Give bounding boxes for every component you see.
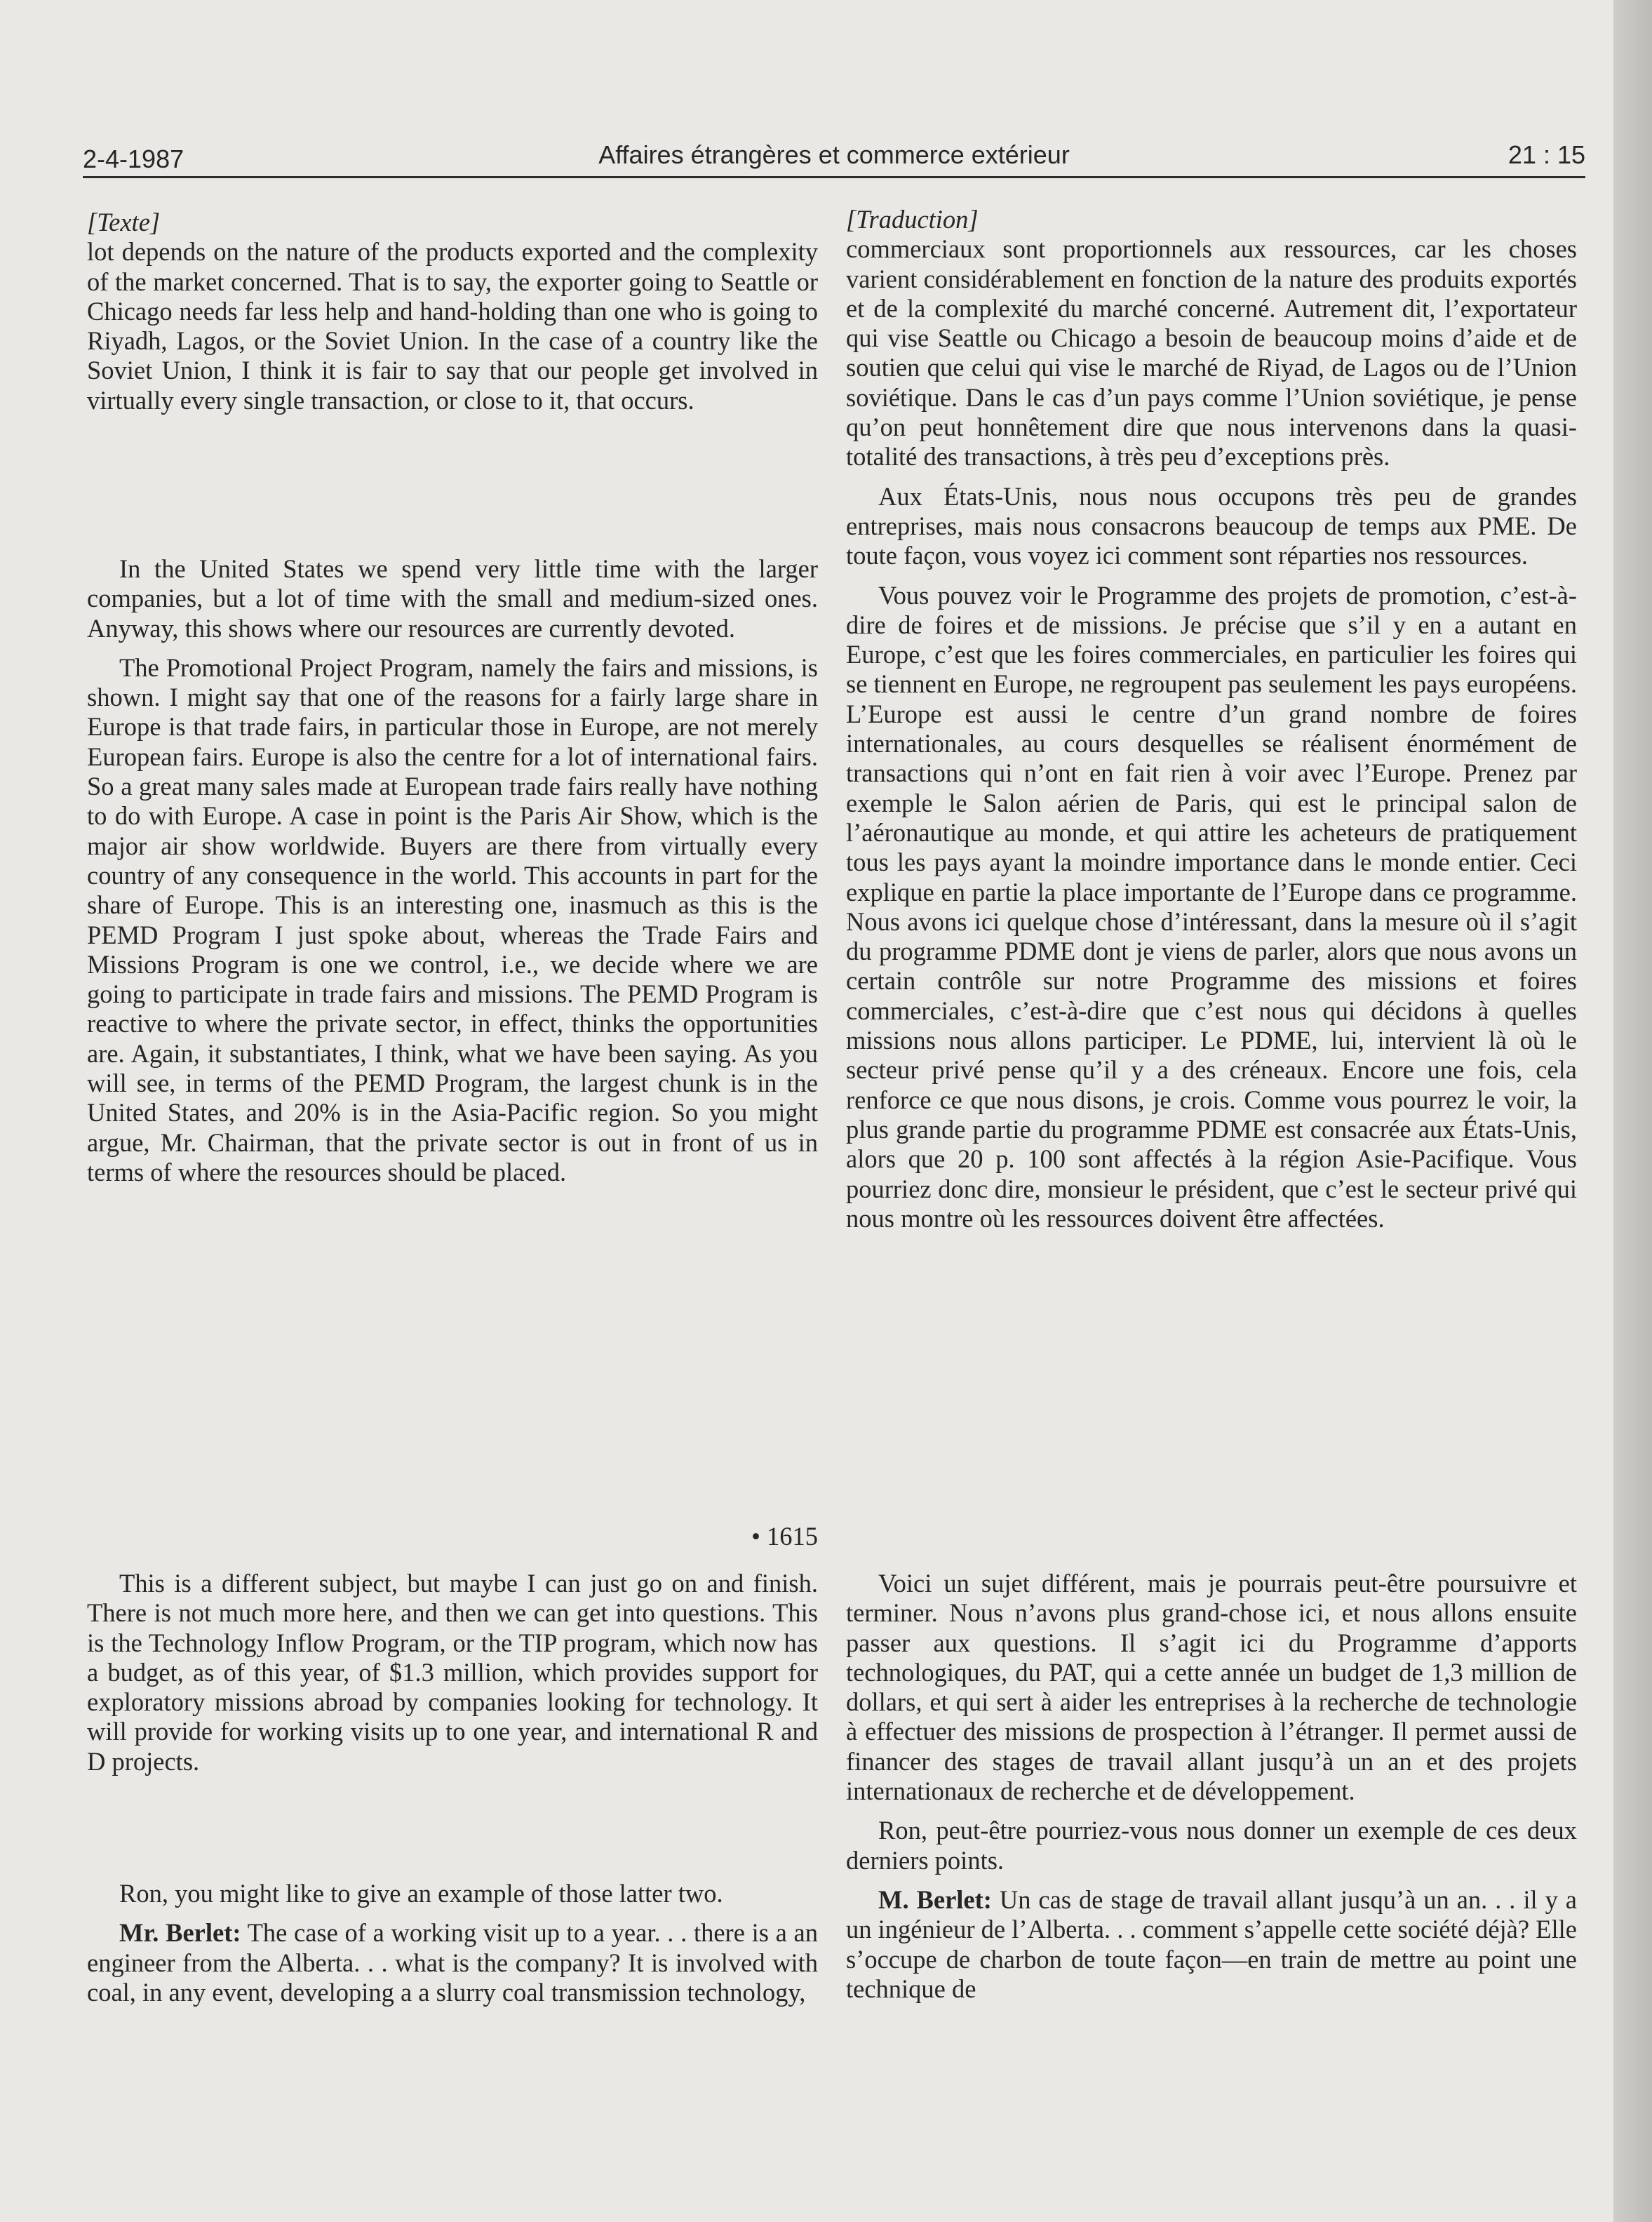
page-header: [83, 140, 1585, 175]
header-rule: [83, 176, 1585, 178]
french-speech: Un cas de stage de travail allant jusqu’à un an. . . il y a un ingénieur de l’Alberta. . . comment s’appelle cette société déjà? Elle s’occupe de charbon de toute façon—en train de mettre au point une technique de: [846, 1885, 1577, 2003]
french-column: [846, 205, 1577, 1233]
english-block-4: [87, 1879, 818, 2007]
page-edge-shadow: [1613, 0, 1652, 2222]
english-paragraph-4: This is a different subject, but maybe I can just go on and finish. There is not much more here, and then we can get into questions. This is the Technology Inflow Program, or the TIP program, which now has a budget, as of this year, of $1.3 million, which provides support for exploratory missions abroad by companies looking for technology. It will provide for working visits up to one year, and international R and D projects.: [87, 1569, 818, 1776]
french-paragraph-3: Vous pouvez voir le Programme des projets de promotion, c’est-à-dire de foires et de missions. Je précise que s’il y en a autant en Europe, c’est que les foires commerciales, en particulier les foires qui se tiennent en Europe, ne regroupent pas seulement les pays européens. L’Europe est aussi le centre d’un grand nombre de foires internationales, au cours desquelles se réalisent énormément de transactions qui n’ont en fait rien à voir avec l’Europe. Prenez par exemple le Salon aérien de Paris, qui est le principal salon de l’aéronautique au monde, et qui attire les acheteurs de pratiquement tous les pays ayant la moindre importance dans le monde entier. Ceci explique en partie la place importante de l’Europe dans ce programme. Nous avons ici quelque chose d’intéressant, dans la mesure où il s’agit du programme PDME dont je viens de parler, alors que nous avons un certain contrôle sur notre Programme des missions et foires commerciales, c’est-à-dire que c’est nous qui décidons à quelles missions nous allons participer. Le PDME, lui, intervient là où le secteur privé pense qu’il y a des créneaux. Encore une fois, cela renforce ce que nous disons, je crois. Comme vous pourrez le voir, la plus grande partie du programme PDME est consacrée aux États-Unis, alors que 20 p. 100 sont affectés à la région Asie-Pacifique. Vous pourriez donc dire, monsieur le président, que c’est le secteur privé qui nous montre où les ressources doivent être affectées.: [846, 580, 1577, 1233]
english-paragraph-3: The Promotional Project Program, namely the fairs and missions, is shown. I might say that one of the reasons for a fairly large share in Europe is that trade fairs, in particular those in Europe, are not merely European fairs. Europe is also the centre for a lot of international fairs. So a great many sales made at European trade fairs really have nothing to do with Europe. A case in point is the Paris Air Show, which is the major air show worldwide. Buyers are there from virtually every country of any consequence in the world. This accounts in part for the share of Europe. This is an interesting one, inasmuch as this is the PEMD Program I just spoke about, whereas the Trade Fairs and Missions Program is one we control, i.e., we decide where we are going to participate in trade fairs and missions. The PEMD Program is reactive to where the private sector, in effect, thinks the opportunities are. Again, it substantiates, I think, what we have been saying. As you will see, in terms of the PEMD Program, the largest chunk is in the United States, and 20% is in the Asia-Pacific region. So you might argue, Mr. Chairman, that the private sector is out in front of us in terms of where the resources should be placed.: [87, 652, 818, 1186]
english-block-3: [87, 1569, 818, 1776]
time-marker: • 1615: [751, 1522, 818, 1551]
english-speech: The case of a working visit up to a year. . . there is a an engineer from the Alberta. . . what is the company? It is involved with coal, in any event, developing a a slurry coal transmission technology,: [87, 1918, 818, 2007]
french-paragraph-6: [846, 1885, 1577, 2004]
french-paragraph-2: Aux États-Unis, nous nous occupons très peu de grandes entreprises, mais nous consacrons beaucoup de temps aux PME. De toute façon, vous voyez ici comment sont réparties nos ressources.: [846, 481, 1577, 570]
header-page-number: 21 : 15: [1507, 140, 1585, 169]
header-date: 2-4-1987: [83, 145, 184, 173]
french-speaker: M. Berlet:: [878, 1885, 992, 1914]
french-paragraph-1: commerciaux sont proportionnels aux ressources, car les choses varient considérablement en fonction de la nature des produits exportés et de la complexité du marché concerné. Autrement dit, l’exportateur qui vise Seattle ou Chicago a besoin de beaucoup moins d’aide et de soutien que celui qui vise le marché de Riyad, de Lagos ou de l’Union soviétique. Dans le cas d’un pays comme l’Union soviétique, je pense qu’on peut honnêtement dire que nous intervenons dans la quasi-totalité des transactions, à très peu d’exceptions près.: [846, 234, 1577, 471]
french-block-2: [846, 1569, 1577, 2004]
english-paragraph-5: Ron, you might like to give an example of those latter two.: [119, 1879, 723, 1908]
english-column: [87, 208, 818, 415]
english-block-2: [87, 554, 818, 1187]
english-speaker: Mr. Berlet:: [119, 1918, 241, 1948]
french-paragraph-4: Voici un sujet différent, mais je pourrais peut-être poursuivre et terminer. Nous n’avons plus grand-chose ici, et nous allons ensuite passer aux questions. Il s’agit ici du Programme d’apports technologiques, du PAT, qui a cette année un budget de 1,3 million de dollars, et qui sert à aider les entreprises à la recherche de technologie à effectuer des missions de prospection à l’étranger. Il permet aussi de financer des stages de travail allant jusqu’à un an et des projets internationaux de recherche et de développement.: [846, 1569, 1577, 1806]
english-paragraph-6: [87, 1918, 818, 2007]
french-label: [Traduction]: [846, 205, 979, 234]
french-paragraph-5: Ron, peut-être pourriez-vous nous donner un exemple de ces deux derniers points.: [846, 1816, 1577, 1875]
english-label: [Texte]: [87, 208, 161, 236]
header-title: Affaires étrangères et commerce extérieur: [598, 140, 1070, 169]
english-paragraph-1: lot depends on the nature of the products exported and the complexity of the market concerned. That is to say, the exporter going to Seattle or Chicago needs far less help and hand-holding than one who is going to Riyadh, Lagos, or the Soviet Union. In the case of a country like the Soviet Union, I think it is fair to say that our people get involved in virtually every single transaction, or close to it, that occurs.: [87, 237, 818, 415]
english-paragraph-2: In the United States we spend very little time with the larger companies, but a lot of time with the small and medium-sized ones. Anyway, this shows where our resources are currently devoted.: [87, 554, 818, 643]
